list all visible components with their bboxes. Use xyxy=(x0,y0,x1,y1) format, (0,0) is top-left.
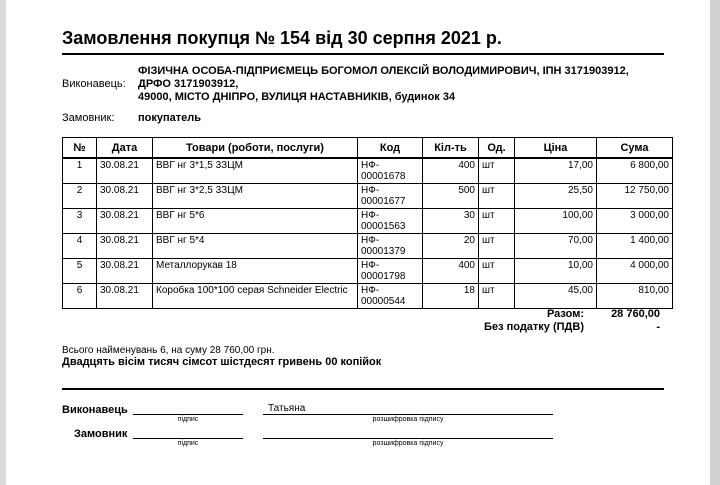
title-divider xyxy=(62,53,664,55)
total-value: 28 760,00 xyxy=(611,308,660,320)
row-unit: шт xyxy=(479,209,515,234)
row-number: 4 xyxy=(63,234,97,259)
row-unit: шт xyxy=(479,184,515,209)
table-row xyxy=(63,234,673,259)
row-sum: 12 750,00 xyxy=(597,184,673,209)
supplier-line-3: 49000, МІСТО ДНІПРО, ВУЛИЦЯ НАСТАВНИКІВ, будинок 34 xyxy=(138,91,456,103)
row-price: 100,00 xyxy=(515,209,597,234)
row-code-number: 00001563 xyxy=(361,221,406,232)
row-code-prefix: НФ- xyxy=(361,210,380,221)
row-sum: 6 800,00 xyxy=(597,158,673,184)
row-code xyxy=(358,184,423,209)
table-header-row xyxy=(63,138,673,159)
row-quantity: 20 xyxy=(423,234,479,259)
row-code-prefix: НФ- xyxy=(361,160,380,171)
header-item: Товари (роботи, послуги) xyxy=(153,138,358,159)
supplier-decoding-caption: розшифровка підпису xyxy=(372,416,444,423)
summary-count: Всього найменувань 6, на суму 28 760,00 грн. xyxy=(62,345,275,356)
customer-signature-label: Замовник xyxy=(74,428,128,440)
summary-divider xyxy=(62,388,664,390)
row-code-number: 00001379 xyxy=(361,246,406,257)
customer-decoding-line xyxy=(263,438,553,439)
row-number: 6 xyxy=(63,284,97,309)
row-code xyxy=(358,259,423,284)
row-code-prefix: НФ- xyxy=(361,260,380,271)
row-code-number: 00001798 xyxy=(361,271,406,282)
items-table xyxy=(62,137,673,309)
row-unit: шт xyxy=(479,284,515,309)
row-unit: шт xyxy=(479,158,515,184)
customer-value: покупатель xyxy=(138,112,202,124)
total-label: Разом: xyxy=(546,308,584,320)
row-quantity: 18 xyxy=(423,284,479,309)
supplier-decoding-line xyxy=(263,414,553,415)
customer-label: Замовник: xyxy=(62,112,115,124)
table-row xyxy=(63,184,673,209)
row-code-prefix: НФ- xyxy=(361,185,380,196)
supplier-label: Виконавець: xyxy=(62,78,126,90)
row-price: 70,00 xyxy=(515,234,597,259)
row-code xyxy=(358,158,423,184)
row-number: 1 xyxy=(63,158,97,184)
header-code: Код xyxy=(358,138,423,159)
row-sum: 1 400,00 xyxy=(597,234,673,259)
row-date: 30.08.21 xyxy=(97,259,153,284)
row-quantity: 30 xyxy=(423,209,479,234)
row-code-prefix: НФ- xyxy=(361,285,380,296)
summary-amount-in-words: Двадцять вісім тисяч сімсот шістдесят гривень 00 копійок xyxy=(62,356,382,368)
row-date: 30.08.21 xyxy=(97,209,153,234)
row-number: 3 xyxy=(63,209,97,234)
header-number: № xyxy=(63,138,97,159)
row-date: 30.08.21 xyxy=(97,158,153,184)
header-unit: Од. xyxy=(479,138,515,159)
row-code-number: 00000544 xyxy=(361,296,406,307)
row-code xyxy=(358,234,423,259)
row-date: 30.08.21 xyxy=(97,184,153,209)
row-item: ВВГ нг 3*2,5 3ЗЦМ xyxy=(153,184,358,209)
row-number: 5 xyxy=(63,259,97,284)
row-unit: шт xyxy=(479,234,515,259)
row-price: 25,50 xyxy=(515,184,597,209)
supplier-line-1: ФІЗИЧНА ОСОБА-ПІДПРИЄМЕЦЬ БОГОМОЛ ОЛЕКСІЙ ВОЛОДИМИРОВИЧ, ІПН 3171903912, xyxy=(138,65,629,77)
supplier-name: Татьяна xyxy=(268,403,306,414)
row-price: 17,00 xyxy=(515,158,597,184)
supplier-line-2: ДРФО 3171903912, xyxy=(138,78,239,90)
table-row xyxy=(63,259,673,284)
row-sum: 4 000,00 xyxy=(597,259,673,284)
row-code-number: 00001677 xyxy=(361,196,406,207)
header-quantity: Кіл-ть xyxy=(423,138,479,159)
header-price: Ціна xyxy=(515,138,597,159)
row-code-number: 00001678 xyxy=(361,171,406,182)
document-title: Замовлення покупця № 154 від 30 серпня 2021 р. xyxy=(62,28,502,48)
customer-signature-line xyxy=(133,438,243,439)
row-sum: 810,00 xyxy=(597,284,673,309)
table-row xyxy=(63,209,673,234)
page-edge-left xyxy=(0,0,6,485)
header-date: Дата xyxy=(97,138,153,159)
row-date: 30.08.21 xyxy=(97,234,153,259)
supplier-signature-label: Виконавець xyxy=(62,404,128,416)
row-code-prefix: НФ- xyxy=(361,235,380,246)
row-number: 2 xyxy=(63,184,97,209)
header-sum: Сума xyxy=(597,138,673,159)
row-item: Металлорукав 18 xyxy=(153,259,358,284)
page-edge-right xyxy=(710,0,720,485)
customer-signature-caption: підпис xyxy=(177,440,199,447)
row-date: 30.08.21 xyxy=(97,284,153,309)
table-row xyxy=(63,284,673,309)
row-code xyxy=(358,284,423,309)
row-price: 45,00 xyxy=(515,284,597,309)
row-price: 10,00 xyxy=(515,259,597,284)
row-item: ВВГ нг 5*6 xyxy=(153,209,358,234)
row-sum: 3 000,00 xyxy=(597,209,673,234)
row-item: Коробка 100*100 серая Schneider Electric xyxy=(153,284,358,309)
row-unit: шт xyxy=(479,259,515,284)
row-quantity: 400 xyxy=(423,158,479,184)
vat-value: - xyxy=(656,321,660,333)
table-row xyxy=(63,158,673,184)
row-quantity: 400 xyxy=(423,259,479,284)
supplier-signature-caption: підпис xyxy=(177,416,199,423)
row-item: ВВГ нг 3*1,5 3ЗЦМ xyxy=(153,158,358,184)
customer-decoding-caption: розшифровка підпису xyxy=(372,440,444,447)
row-item: ВВГ нг 5*4 xyxy=(153,234,358,259)
row-quantity: 500 xyxy=(423,184,479,209)
supplier-signature-line xyxy=(133,414,243,415)
vat-label: Без податку (ПДВ) xyxy=(484,321,584,333)
row-code xyxy=(358,209,423,234)
